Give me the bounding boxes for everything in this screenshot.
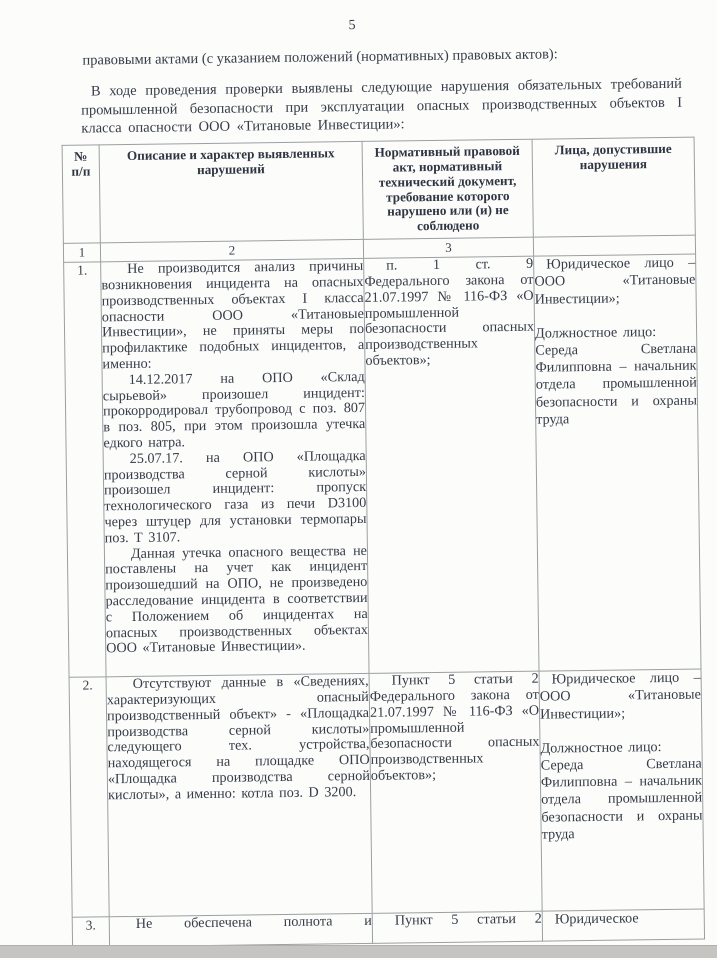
scan-edge-artifact xyxy=(0,945,717,958)
row-3-number: 3. xyxy=(72,917,109,947)
table-row-1 xyxy=(64,254,701,677)
intro-line: правовыми актами (с указанием положений (нормативных) правовых актов): xyxy=(82,46,558,69)
header-legal-act: Нормативный правовой акт, нормативный технический документ, требование которого нарушено или (и) не соблюдено xyxy=(362,139,533,240)
row-1-legal-act xyxy=(364,256,539,673)
column-number-1: 1 xyxy=(63,243,100,262)
row-3-description-paragraph: Не обеспечена полнота и xyxy=(135,913,372,933)
table-row-2 xyxy=(69,669,704,917)
header-num: № п/п xyxy=(62,145,100,244)
row-2-legal-act-text: Пункт 5 статьи 2 Федерального закона от 21.07.1997 № 116-ФЗ «О промышленной безопасности опасных производственных объектов»; xyxy=(369,670,540,784)
row-1-legal-entity: Юридическое лицо – ООО «Титановые Инвестиции»; xyxy=(534,254,696,308)
row-1-description-paragraph: Данная утечка опасного вещества не поставлены на учет как инцидент произошедший на ОПО, не произведено расследование инцидента в соответствии с Положением об инцидентах на опасных производственных объектах ООО «Титановые Инвестиции». xyxy=(105,542,369,657)
row-2-official-label: Должностное лицо: xyxy=(540,738,662,757)
row-3-legal-act-text: Пункт 5 статьи 2 xyxy=(394,910,542,929)
row-3-legal-entity: Юридическое xyxy=(554,910,639,928)
table-row-3 xyxy=(72,909,704,947)
row-1-official-name: Середа Светлана Филипповна – начальник отдела промышленной безопасности и охраны труда xyxy=(535,340,698,428)
column-number-3: 3 xyxy=(363,237,533,258)
row-2-description xyxy=(106,674,372,917)
row-3-legal-act xyxy=(372,911,542,943)
column-number-4 xyxy=(533,235,695,256)
row-3-persons xyxy=(542,909,704,941)
row-2-legal-act xyxy=(369,671,542,913)
row-1-number: 1. xyxy=(64,262,106,677)
header-persons: Лица, допустившие нарушения xyxy=(532,137,695,238)
row-1-description xyxy=(101,259,369,677)
header-description: Описание и характер выявленных нарушений xyxy=(99,141,363,243)
row-1-legal-act-text: п. 1 ст. 9 Федерального закона от 21.07.1997 № 116-ФЗ «О промышленной безопасности опасных производственных объектов»; xyxy=(364,255,535,369)
row-1-description-paragraph: 25.07.17. на ОПО «Площадка производства серной кислоты» произошел инцидент: пропуск технологического газа из печи D3100 через штуцер для установки термопары поз. Т 3107. xyxy=(103,447,367,547)
row-1-persons xyxy=(534,254,701,671)
row-1-official-label: Должностное лицо: xyxy=(534,323,657,342)
row-2-legal-entity: Юридическое лицо – ООО «Титановые Инвестиции»; xyxy=(539,669,701,723)
intro-paragraph: В ходе проведения проверки выявлены следующие нарушения обязательных требований промышленной безопасности при эксплуатации опасных производственных объектов I класса опасности ООО «Титановые Инвестиции»: xyxy=(81,75,683,137)
row-2-number: 2. xyxy=(69,677,109,917)
row-2-official-name: Середа Светлана Филипповна – начальник отдела промышленной безопасности и охраны труда xyxy=(540,755,703,843)
page-number: 5 xyxy=(348,17,357,34)
row-1-description-paragraph: 14.12.2017 на ОПО «Склад сырьевой» произошел инцидент: прокорродировал трубопровод с поз. 807 в поз. 805, при этом произошла утечка едкого натра. xyxy=(102,368,366,452)
table-header-row xyxy=(62,137,695,244)
row-1-description-paragraph: Не производится анализ причины возникновения инцидента на опасных производственных объектах I класса опасности ООО «Титановые Инвестиции», не приняты меры по профилактике подобных инцидентов, а именно: xyxy=(101,258,365,373)
row-3-description xyxy=(109,914,372,947)
row-2-persons xyxy=(539,669,704,911)
row-2-description-paragraph: Отсутствуют данные в «Сведениях, характеризующих опасный производственный объект» - «Площадка производства серной кислоты» следующего тех. устройства, находящегося на площадке ОПО «Площадка производства серной кислоты», а именно: котла поз. D 3200. xyxy=(106,673,370,804)
column-number-2: 2 xyxy=(100,240,363,262)
violations-table xyxy=(62,136,705,948)
